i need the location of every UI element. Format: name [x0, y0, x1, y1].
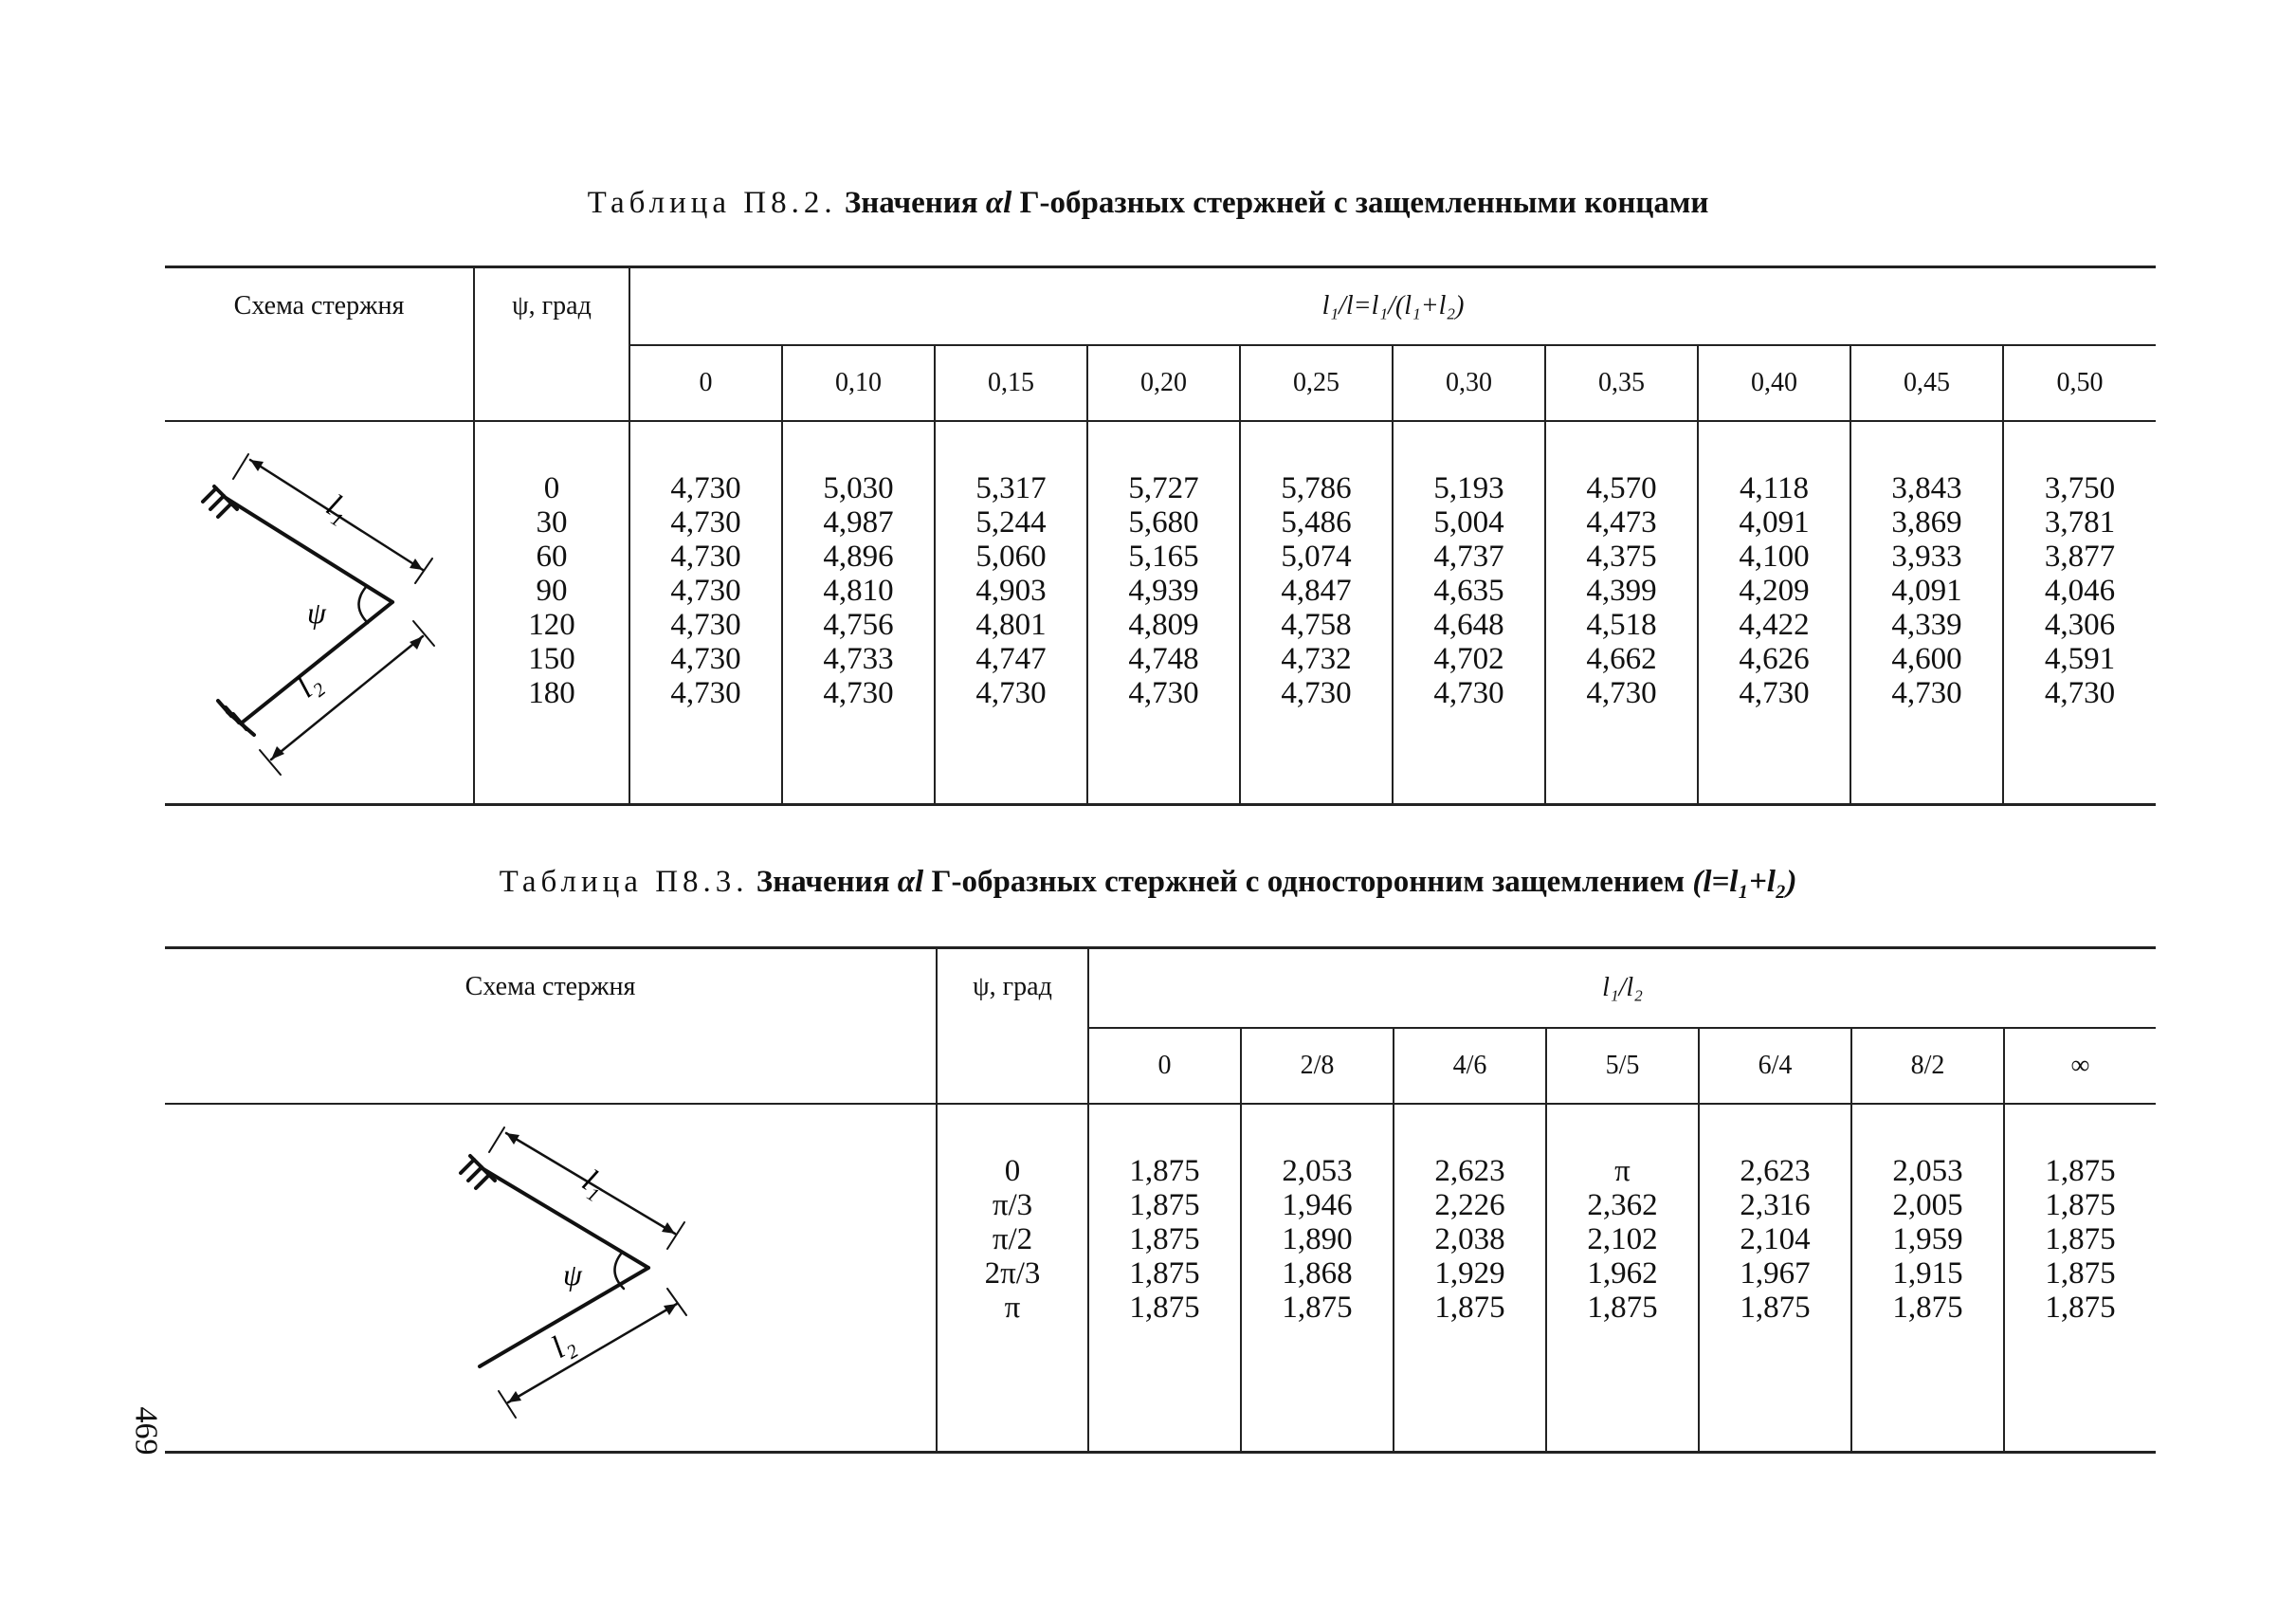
table2-value-cell: 2,362: [1587, 1187, 1658, 1222]
table2-scheme-diagram: [165, 1110, 937, 1442]
table2-value-cell: 2,038: [1434, 1221, 1505, 1256]
table1-value-column: [1850, 421, 2003, 805]
table1-psi-value: 0: [543, 470, 560, 505]
table2-value-cell: 2,102: [1587, 1221, 1658, 1256]
table1-header-ratio: l₁/l=l₁/(l₁+l₂): [629, 267, 2156, 345]
table1-value-cell: 4,748: [1128, 641, 1199, 676]
table1-subheader: 0,35: [1545, 345, 1698, 421]
table1-value-cell: 3,781: [2044, 504, 2116, 540]
table2-value-cell: 1,962: [1587, 1255, 1658, 1291]
table1-value-cell: 4,730: [975, 675, 1047, 710]
table1-subheader: 0,30: [1393, 345, 1545, 421]
table1-subheader: 0,15: [935, 345, 1087, 421]
table1-title-symbol: αl: [985, 186, 1012, 220]
table1-value-column: [1240, 421, 1393, 805]
table1-subheader: 0: [629, 345, 782, 421]
table1-value-cell: 4,810: [823, 573, 894, 608]
table2-value-cell: 1,875: [1129, 1221, 1200, 1256]
table2-subheader: 8/2: [1851, 1028, 2004, 1104]
table1-psi-value: 180: [528, 675, 575, 710]
table2-value-cell: 1,875: [1129, 1153, 1200, 1188]
table2-value-cell: 1,967: [1740, 1255, 1811, 1291]
table2-psi-value: π/3: [992, 1187, 1033, 1222]
table1-value-cell: 4,702: [1433, 641, 1504, 676]
table2-value-column: [1546, 1104, 1699, 1453]
table2-subheader: 4/6: [1394, 1028, 1546, 1104]
table1-value-cell: 4,730: [1891, 675, 1962, 710]
table2-value-cell: 1,875: [2045, 1187, 2116, 1222]
table2-value-cell: 1,890: [1282, 1221, 1353, 1256]
table2-value-cell: 1,946: [1282, 1187, 1353, 1222]
table1-value-column: [1393, 421, 1545, 805]
table1-value-cell: 4,730: [670, 539, 741, 574]
table1-caption: [0, 186, 2296, 221]
table1-value-cell: 4,732: [1281, 641, 1352, 676]
table1-value-cell: 4,730: [1128, 675, 1199, 710]
table2-scheme-l1: l₁: [575, 1162, 612, 1203]
table1-value-cell: 4,473: [1586, 504, 1657, 540]
table1-psi-value: 120: [528, 607, 575, 642]
table1-value-cell: 5,060: [975, 539, 1047, 574]
table2-value-cell: 1,875: [1282, 1290, 1353, 1325]
table1-scheme-psi: ψ: [307, 595, 326, 630]
table1-value-cell: 4,648: [1433, 607, 1504, 642]
table1-value-cell: 4,730: [670, 641, 741, 676]
table2-value-cell: 1,875: [1740, 1290, 1811, 1325]
table1-psi-value: 60: [536, 539, 568, 574]
table1-value-cell: 4,306: [2044, 607, 2116, 642]
table1-value-cell: 4,747: [975, 641, 1047, 676]
table2-value-column: [2004, 1104, 2156, 1453]
table1-value-cell: 3,877: [2044, 539, 2116, 574]
table2-label: Таблица П8.3.: [499, 865, 749, 899]
table2-value-cell: 1,875: [2045, 1221, 2116, 1256]
table1-value-column: [1545, 421, 1698, 805]
table1-value-cell: 5,786: [1281, 470, 1352, 505]
table1-value-cell: 5,317: [975, 470, 1047, 505]
table2-subheader: 5/5: [1546, 1028, 1699, 1104]
table2-scheme-psi: ψ: [563, 1256, 582, 1291]
table1-value-cell: 5,486: [1281, 504, 1352, 540]
table1-value-cell: 4,626: [1739, 641, 1810, 676]
table2-value-cell: 2,623: [1434, 1153, 1505, 1188]
table1-value-cell: 4,939: [1128, 573, 1199, 608]
table2-value-cell: 2,623: [1740, 1153, 1811, 1188]
table1-value-cell: 5,004: [1433, 504, 1504, 540]
table2-value-cell: 1,875: [1587, 1290, 1658, 1325]
table2-psi-value: π: [1004, 1290, 1021, 1325]
table1-value-column: [629, 421, 782, 805]
table2-value-cell: 1,875: [1892, 1290, 1963, 1325]
table1-value-cell: 4,758: [1281, 607, 1352, 642]
table1-value-cell: 4,737: [1433, 539, 1504, 574]
table2-scheme-l2: l₂: [545, 1324, 581, 1365]
table1-value-cell: 3,869: [1891, 504, 1962, 540]
table1-value-cell: 4,635: [1433, 573, 1504, 608]
table2-value-cell: 1,875: [2045, 1290, 2116, 1325]
table1-value-cell: 4,662: [1586, 641, 1657, 676]
table1-value-cell: 4,100: [1739, 539, 1810, 574]
table2-value-cell: 1,875: [1434, 1290, 1505, 1325]
page-number: 469: [128, 1406, 164, 1456]
table1-subheader: 0,25: [1240, 345, 1393, 421]
table1-value-column: [1087, 421, 1240, 805]
table1-value-cell: 4,209: [1739, 573, 1810, 608]
table1-value-cell: 4,730: [670, 573, 741, 608]
table2-value-cell: 2,316: [1740, 1187, 1811, 1222]
table1-subheader: 0,20: [1087, 345, 1240, 421]
table1-value-cell: 4,730: [1433, 675, 1504, 710]
table2-value-cell: 1,929: [1434, 1255, 1505, 1291]
table1-value-cell: 4,809: [1128, 607, 1199, 642]
table2-subheader: ∞: [2004, 1028, 2156, 1104]
table2-value-cell: 1,875: [2045, 1255, 2116, 1291]
table1-value-cell: 3,750: [2044, 470, 2116, 505]
table1-scheme-diagram: [165, 431, 474, 801]
table2-value-column: [1088, 1104, 1241, 1453]
table2-scheme-cell: [165, 1104, 937, 1453]
table1-label: Таблица П8.2.: [587, 186, 837, 220]
table1-value-cell: 4,730: [670, 470, 741, 505]
table2-title-symbol: αl: [897, 865, 924, 899]
table1-value-cell: 4,118: [1739, 470, 1810, 505]
table2-psi-column: [937, 1104, 1088, 1453]
table2-title-pre: Значения: [756, 865, 890, 899]
table2-header-scheme: Схема стержня: [165, 948, 937, 1104]
table2-psi-value: 0: [1004, 1153, 1021, 1188]
table1-value-cell: 4,730: [823, 675, 894, 710]
table2-value-column: [1241, 1104, 1394, 1453]
table1-value-cell: 4,091: [1739, 504, 1810, 540]
table1-value-cell: 4,730: [1739, 675, 1810, 710]
table1-value-column: [935, 421, 1087, 805]
table1-value-cell: 4,091: [1891, 573, 1962, 608]
table1-value-cell: 4,730: [1281, 675, 1352, 710]
table1-value-cell: 4,730: [670, 675, 741, 710]
table2-value-cell: 2,053: [1892, 1153, 1963, 1188]
table2-value-cell: 1,868: [1282, 1255, 1353, 1291]
table1-value-cell: 4,399: [1586, 573, 1657, 608]
table2-title-formula: (l=l₁+l₂): [1692, 865, 1797, 899]
table1-value-cell: 5,030: [823, 470, 894, 505]
table1-value-cell: 4,801: [975, 607, 1047, 642]
table1-value-cell: 4,570: [1586, 470, 1657, 505]
table1-value-cell: 4,730: [2044, 675, 2116, 710]
table1: [165, 266, 2156, 806]
table1-value-cell: 4,847: [1281, 573, 1352, 608]
table2-value-cell: 2,226: [1434, 1187, 1505, 1222]
table1-value-cell: 4,046: [2044, 573, 2116, 608]
table1-value-cell: 4,896: [823, 539, 894, 574]
table1-value-cell: 4,600: [1891, 641, 1962, 676]
table1-subheader: 0,45: [1850, 345, 2003, 421]
table2-value-cell: 1,959: [1892, 1221, 1963, 1256]
table1-psi-value: 30: [536, 504, 568, 540]
table2-title-post: Г-образных стержней с односторонним защемлением: [931, 865, 1686, 899]
table1-scheme-cell: [165, 421, 474, 805]
table1-title-pre: Значения: [844, 186, 978, 220]
table1-value-cell: 4,422: [1739, 607, 1810, 642]
table1-value-column: [2003, 421, 2156, 805]
table2-psi-value: π/2: [992, 1221, 1033, 1256]
table2-value-cell: 1,915: [1892, 1255, 1963, 1291]
table1-title-post: Г-образных стержней с защемленными концами: [1019, 186, 1709, 220]
table2: [165, 946, 2156, 1454]
table1-value-cell: 4,518: [1586, 607, 1657, 642]
table1-value-cell: 4,756: [823, 607, 894, 642]
table2-header-psi: ψ, град: [937, 948, 1088, 1104]
table2-subheader: 2/8: [1241, 1028, 1394, 1104]
table2-value-column: [1699, 1104, 1851, 1453]
table1-header-scheme: Схема стержня: [165, 267, 474, 421]
table1-value-cell: 4,733: [823, 641, 894, 676]
table1-value-cell: 4,987: [823, 504, 894, 540]
table1-header-psi: ψ, град: [474, 267, 629, 421]
table1-psi-column: [474, 421, 629, 805]
table1-value-cell: 4,591: [2044, 641, 2116, 676]
table1-subheader: 0,40: [1698, 345, 1850, 421]
table1-value-cell: 4,730: [670, 504, 741, 540]
table1-subheader: 0,50: [2003, 345, 2156, 421]
table1-subheader: 0,10: [782, 345, 935, 421]
table1-value-cell: 4,339: [1891, 607, 1962, 642]
table1-psi-value: 150: [528, 641, 575, 676]
table1-scheme-l1: l₁: [319, 486, 356, 528]
table2-header-ratio: l₁/l₂: [1088, 948, 2156, 1028]
table2-subheader: 6/4: [1699, 1028, 1851, 1104]
table2-value-cell: 2,053: [1282, 1153, 1353, 1188]
table1-value-cell: 5,165: [1128, 539, 1199, 574]
table2-value-cell: 2,005: [1892, 1187, 1963, 1222]
table1-value-cell: 4,730: [670, 607, 741, 642]
table2-value-cell: 1,875: [1129, 1290, 1200, 1325]
table1-value-cell: 3,843: [1891, 470, 1962, 505]
table1-value-cell: 4,730: [1586, 675, 1657, 710]
table2-value-column: [1851, 1104, 2004, 1453]
table1-value-cell: 5,680: [1128, 504, 1199, 540]
table1-psi-value: 90: [536, 573, 568, 608]
table2-value-cell: π: [1614, 1153, 1631, 1188]
table2-value-cell: 1,875: [1129, 1187, 1200, 1222]
table1-value-cell: 5,193: [1433, 470, 1504, 505]
table2-value-cell: 2,104: [1740, 1221, 1811, 1256]
table2-value-column: [1394, 1104, 1546, 1453]
table1-scheme-l2: l₂: [290, 664, 328, 705]
table2-value-cell: 1,875: [1129, 1255, 1200, 1291]
table1-value-cell: 5,727: [1128, 470, 1199, 505]
table1-value-column: [1698, 421, 1850, 805]
table1-value-cell: 4,375: [1586, 539, 1657, 574]
table1-value-cell: 5,244: [975, 504, 1047, 540]
table1-value-cell: 5,074: [1281, 539, 1352, 574]
table2-caption: [0, 865, 2296, 900]
table2-value-cell: 1,875: [2045, 1153, 2116, 1188]
table1-value-cell: 4,903: [975, 573, 1047, 608]
table1-value-cell: 3,933: [1891, 539, 1962, 574]
table2-psi-value: 2π/3: [984, 1255, 1041, 1291]
table2-subheader: 0: [1088, 1028, 1241, 1104]
table1-value-column: [782, 421, 935, 805]
